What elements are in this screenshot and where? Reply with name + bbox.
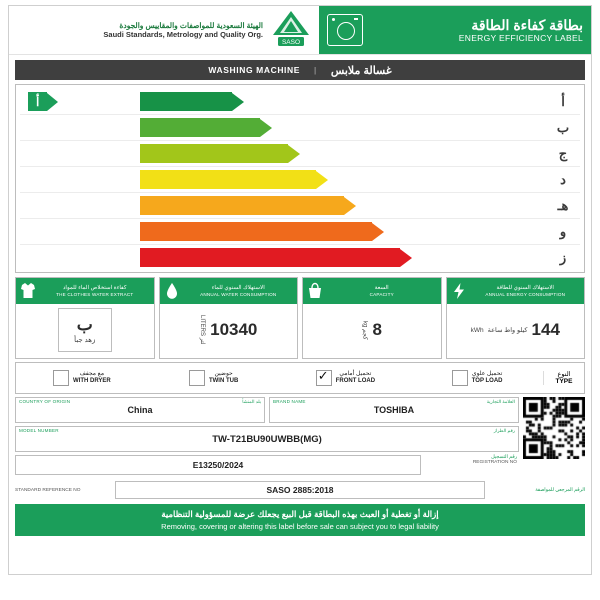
model-number-value: TW-T21BU90UWBB(MG) [212,433,322,445]
grade-row [20,166,580,192]
metric-header-en: ANNUAL WATER CONSUMPTION [200,291,277,297]
standard-row [15,478,585,499]
type-option[interactable] [148,363,280,393]
metric-body [303,304,441,358]
metric-header-en: THE CLOTHES WATER EXTRACT [56,291,134,297]
brand-name-field [269,397,519,423]
metric-grade-box [58,308,112,352]
metric-grade-value: ب [76,315,93,334]
metric-body [160,304,298,358]
qr-code [523,397,585,459]
metric-grade-sub: زهد جبأ [74,337,96,344]
title-en: ENERGY EFFICIENCY LABEL [458,33,583,44]
metric-header-text [184,285,294,297]
legal-footer-ar: إزالة أو تغطية أو العبث بهذه البطاقة قبل البيع يجعلك عرضة للمسؤولية التنظامية [161,509,439,519]
metric-header-ar: الاستهلاك السنوي للطاقة [496,285,554,292]
current-grade-marker: أ [28,92,58,111]
type-option[interactable] [280,363,412,393]
registration-no-caption-ar: رقم التسجيل [491,455,517,460]
grade-arrow [140,170,546,189]
title-text [459,17,583,44]
metric-body [447,304,585,358]
type-option-label: حوضين TWIN TUB [208,371,239,384]
country-of-origin-caption-en: COUNTRY OF ORIGIN [19,399,71,404]
metric-header [303,278,441,304]
model-number-caption-ar: رقم الطراز [493,428,515,433]
metric-unit-en: kWh [470,326,484,334]
metric-header [160,278,298,304]
country-of-origin-field [15,397,265,423]
grade-row [20,192,580,218]
type-row-label: النوع TYPE [543,371,584,385]
metrics-row [15,277,585,359]
metric-unit-label: كيلو واط ساعة [487,327,528,334]
saso-block [9,6,319,54]
brand-name-caption-ar: العلامة التجارية [486,399,515,404]
current-grade-slot [20,141,140,166]
legal-footer-en: Removing, covering or altering this label before sale can subject you to legal liability [161,522,439,531]
type-checkbox[interactable] [452,370,468,386]
washing-machine-icon [327,14,363,46]
metric-header [447,278,585,304]
grade-letter: و [559,223,567,239]
standard-ref-wrap [15,481,585,499]
grade-arrow [140,92,546,111]
brand-name-caption-en: BRAND NAME [273,399,306,404]
grade-letter: د [560,171,566,187]
product-type-en: WASHING MACHINE [208,65,301,75]
grade-arrow [140,196,546,215]
metric-header-text [471,285,581,297]
metric-value-wrap [471,320,560,340]
metric-capacity [302,277,442,359]
basket-icon [307,282,323,300]
legal-footer [15,504,585,536]
type-checkbox[interactable] [53,370,69,386]
metric-energy-efficiency-class [15,277,155,359]
grade-arrow [140,248,546,267]
country-of-origin-caption-ar: بلد المنشأ [242,399,261,404]
current-grade-slot [20,219,140,244]
bolt-icon [451,282,467,300]
product-type-bar [15,60,585,80]
brand-name-value: TOSHIBA [373,405,415,415]
metric-value-wrap [199,315,257,345]
current-grade-slot [20,193,140,218]
standard-ref-caption-en: STANDARD REFERENCE NO [15,487,81,493]
metric-annual-water-consumption [159,277,299,359]
grade-letter: ز [559,249,567,265]
title-ar: بطاقة كفاءة الطاقة [471,16,583,33]
type-option-label: مع مجفف WITH DRYER [72,371,111,384]
metric-header-text [40,285,150,297]
metric-header [16,278,154,304]
type-checkbox[interactable] [316,370,332,386]
metric-header-ar: الاستهلاك السنوي للماء [211,285,265,292]
type-option[interactable] [16,363,148,393]
current-grade-slot [20,115,140,140]
info-block [15,397,585,475]
metric-body [16,304,154,358]
grade-arrow [140,222,546,241]
type-row [15,362,585,394]
type-option-label: تحميل أمامي FRONT LOAD [335,371,376,384]
model-number-caption-en: MODEL NUMBER [19,428,59,433]
grade-row [20,89,580,114]
label-header [9,6,591,55]
origin-brand-row [15,397,519,423]
type-option[interactable] [411,363,543,393]
metric-value: 8 [372,320,382,339]
model-number-field [15,426,519,452]
registration-no-caption [425,455,519,475]
metric-header-en: ANNUAL ENERGY CONSUMPTION [485,291,566,297]
metric-header-ar: السعة [374,285,389,292]
grade-letter: أ [561,93,565,109]
saso-text [103,21,263,40]
grade-letter: ب [556,119,570,135]
grade-scale [15,84,585,273]
metric-value: 144 [531,320,560,339]
current-grade-slot [20,89,140,114]
standard-ref-caption-ar: الرقم المرجعي للمواصفة [535,487,585,493]
registration-row [15,455,519,475]
tshirt-icon [20,282,36,300]
metric-header-ar: كفاءة استخلاص الماء للمواد [62,285,127,292]
svg-text:SASO: SASO [281,39,301,46]
product-type-separator: | [314,65,317,75]
model-row [15,426,519,452]
metric-value: 10340 [210,319,258,339]
registration-no-caption-en: REGISTRATION NO [472,460,517,466]
product-type-ar: غسالة ملابس [330,64,392,77]
saso-name-en: Saudi Standards, Metrology and Quality Org. [103,30,263,39]
type-option-label: تحميل علوي TOP LOAD [471,371,503,384]
country-of-origin-value: China [127,405,153,415]
current-grade-slot [20,245,140,270]
metric-header-en: CAPACITY [369,291,394,297]
grade-row [20,244,580,270]
grade-arrow [140,118,546,137]
metric-header-text [327,285,437,297]
metric-annual-energy-consumption [446,277,586,359]
metric-value-wrap [362,320,382,340]
info-fields [15,397,519,475]
metric-unit: kg كجم [361,320,368,340]
energy-label-title-block [319,6,591,54]
grade-row [20,140,580,166]
water-drop-icon [164,282,180,300]
registration-no-value: E13250/2024 [15,455,421,475]
energy-efficiency-label [8,5,592,575]
type-checkbox[interactable] [189,370,205,386]
saso-name-ar: الهيئة السعودية للمواصفات والمقاييس والجودة [119,20,263,30]
saso-logo-icon [269,9,313,51]
grade-row [20,218,580,244]
current-grade-slot [20,167,140,192]
grade-letter: ج [558,145,568,161]
metric-unit: LITERS لتر [199,315,206,345]
grade-row [20,114,580,140]
standard-ref-value: SASO 2885:2018 [115,481,485,499]
grade-letter: هـ [557,197,569,213]
grade-arrow [140,144,546,163]
